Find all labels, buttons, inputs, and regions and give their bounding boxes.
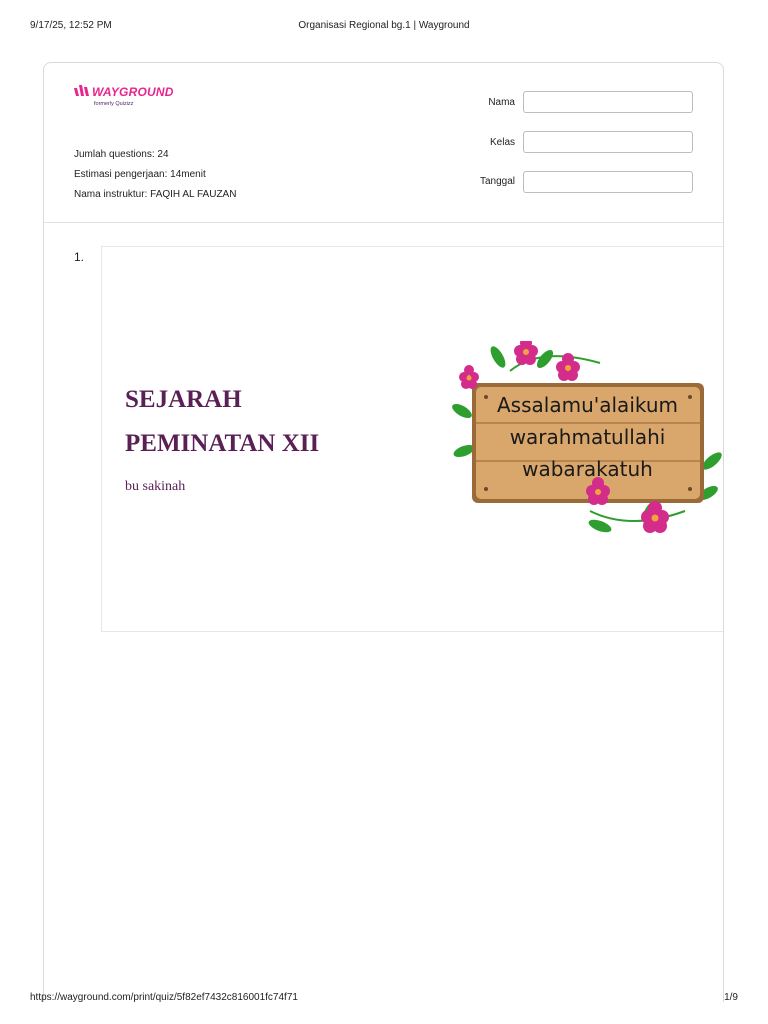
logo-tagline: formerly Quizizz [94, 101, 134, 107]
print-title: Organisasi Regional bg.1 | Wayground [298, 20, 470, 31]
instructor-name: Nama instruktur: FAQIH AL FAUZAN [74, 189, 237, 200]
wayground-logo-icon [74, 85, 90, 99]
print-timestamp: 9/17/25, 12:52 PM [30, 20, 112, 31]
date-input[interactable] [523, 171, 693, 193]
question-number: 1. [74, 250, 85, 264]
wayground-logo [74, 85, 184, 111]
question-count: Jumlah questions: 24 [74, 149, 169, 160]
print-url: https://wayground.com/print/quiz/5f82ef7432c816001fc74f71 [30, 992, 298, 1003]
quiz-meta [74, 145, 236, 205]
class-input[interactable] [523, 131, 693, 153]
name-input[interactable] [523, 91, 693, 113]
worksheet-card [43, 62, 724, 1002]
print-header [0, 0, 768, 40]
slide-subtitle: bu sakinah [125, 479, 186, 494]
worksheet-header [44, 63, 723, 223]
name-label: Nama [488, 97, 515, 108]
greeting-sign-image [450, 341, 724, 541]
sign-text-line-1: Assalamu'alaikum [497, 393, 678, 417]
slide-title-line-2: PEMINATAN XII [125, 430, 320, 457]
estimated-duration: Estimasi pengerjaan: 14menit [74, 169, 206, 180]
date-label: Tanggal [479, 176, 515, 187]
page-number: 1/9 [724, 992, 738, 1003]
class-label: Kelas [489, 137, 515, 148]
question-slide [101, 246, 724, 632]
sign-text-line-3: wabarakatuh [522, 457, 653, 481]
slide-title-line-1: SEJARAH [125, 386, 242, 413]
logo-wordmark: WAYGROUND [92, 85, 174, 99]
sign-text-line-2: warahmatullahi [509, 425, 666, 449]
